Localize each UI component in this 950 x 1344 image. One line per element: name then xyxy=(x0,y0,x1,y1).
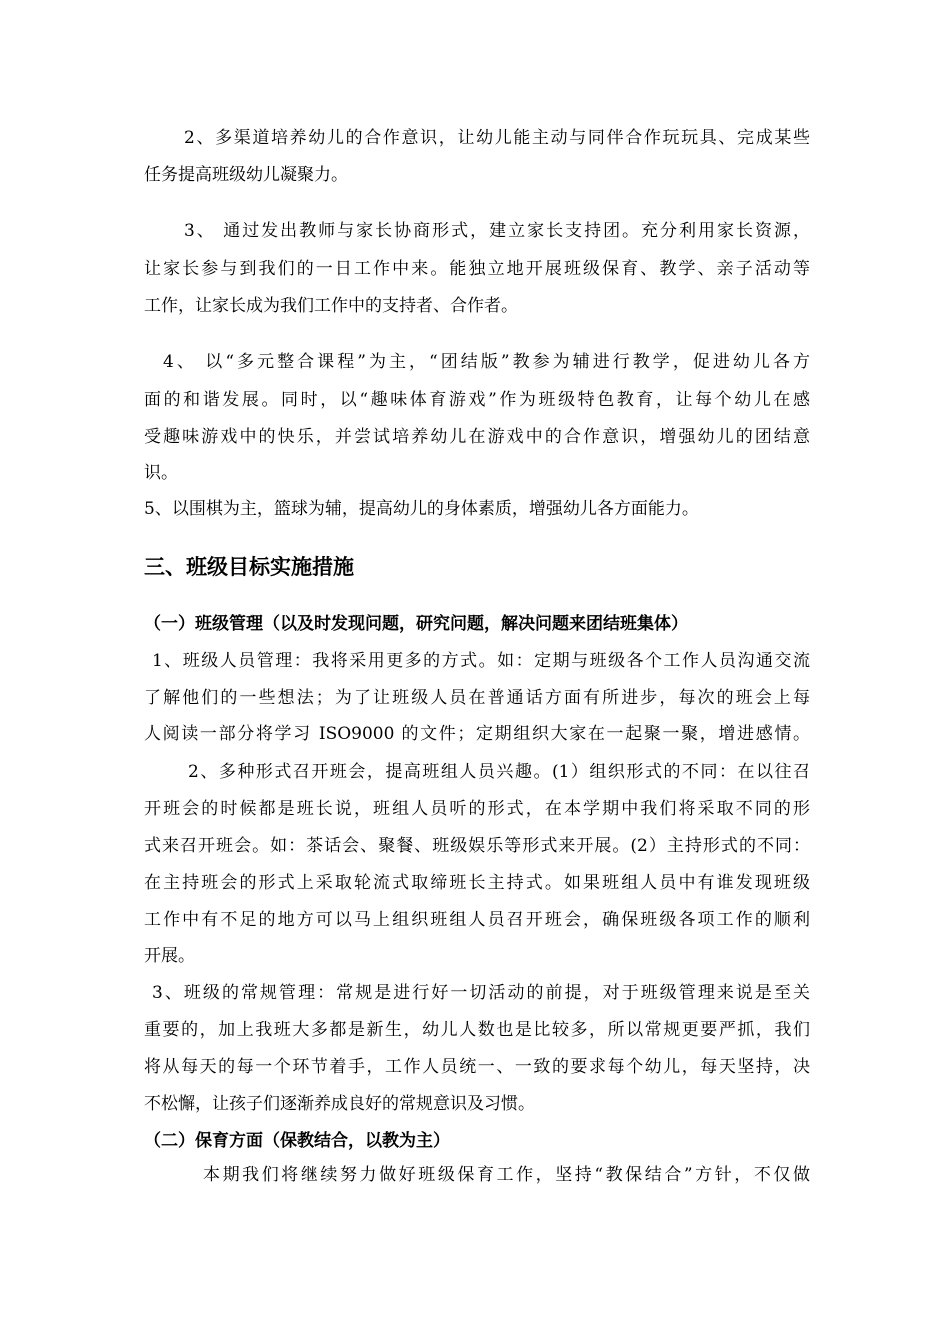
goal-item-2-line-1: 2、多渠道培养幼儿的合作意识，让幼儿能主动与同伴合作玩玩具、完成某些 xyxy=(184,128,810,148)
goal-item-3-line-1: 3、 通过发出教师与家长协商形式，建立家长支持团。充分利用家长资源， xyxy=(184,221,810,241)
subsection-2-heading: （二）保育方面（保教结合，以教为主） xyxy=(144,1131,450,1151)
management-p1-line-2: 了解他们的一些想法；为了让班级人员在普通话方面有所进步，每次的班会上每 xyxy=(144,688,810,708)
care-p1-line-1: 本期我们将继续努力做好班级保育工作，坚持“教保结合”方针，不仅做 xyxy=(203,1165,810,1185)
management-p2-line-1: 2、多种形式召开班会，提高班组人员兴趣。(1）组织形式的不同：在以往召 xyxy=(188,762,810,782)
management-p1-line-3: 人阅读一部分将学习 ISO9000 的文件；定期组织大家在一起聚一聚，增进感情。 xyxy=(144,724,810,744)
management-p3-line-1: 3、班级的常规管理：常规是进行好一切活动的前提，对于班级管理来说是至关 xyxy=(152,983,810,1003)
goal-item-4-line-3: 受趣味游戏中的快乐，并尝试培养幼儿在游戏中的合作意识，增强幼儿的团结意 xyxy=(144,427,810,447)
management-p2-line-6: 开展。 xyxy=(144,946,195,966)
subsection-1-heading: （一）班级管理（以及时发现问题，研究问题，解决问题来团结班集体） xyxy=(144,614,688,634)
management-p2-line-3: 式来召开班会。如：茶话会、聚餐、班级娱乐等形式来开展。(2）主持形式的不同： xyxy=(144,836,810,856)
management-p2-line-2: 开班会的时候都是班长说，班组人员听的形式，在本学期中我们将采取不同的形 xyxy=(144,799,810,819)
goal-item-3-line-2: 让家长参与到我们的一日工作中来。能独立地开展班级保育、教学、亲子活动等 xyxy=(144,259,810,279)
goal-item-2-line-2: 任务提高班级幼儿凝聚力。 xyxy=(144,165,348,185)
management-p2-line-5: 工作中有不足的地方可以马上组织班组人员召开班会，确保班级各项工作的顺利 xyxy=(144,910,810,930)
goal-item-4-line-2: 面的和谐发展。同时，以“趣味体育游戏”作为班级特色教育，让每个幼儿在感 xyxy=(144,390,810,410)
management-p2-line-4: 在主持班会的形式上采取轮流式取缔班长主持式。如果班组人员中有谁发现班级 xyxy=(144,873,810,893)
management-p3-line-3: 将从每天的每一个环节着手，工作人员统一、一致的要求每个幼儿，每天坚持，决 xyxy=(144,1057,810,1077)
goal-item-5: 5、以围棋为主，篮球为辅，提高幼儿的身体素质，增强幼儿各方面能力。 xyxy=(144,499,699,519)
goal-item-4-line-4: 识。 xyxy=(144,463,178,483)
management-p3-line-2: 重要的，加上我班大多都是新生，幼儿人数也是比较多，所以常规更要严抓，我们 xyxy=(144,1020,810,1040)
management-p1-line-1: 1、班级人员管理：我将采用更多的方式。如：定期与班级各个工作人员沟通交流 xyxy=(152,651,810,671)
management-p3-line-4: 不松懈，让孩子们逐渐养成良好的常规意识及习惯。 xyxy=(144,1094,535,1114)
goal-item-3-line-3: 工作，让家长成为我们工作中的支持者、合作者。 xyxy=(144,296,518,316)
goal-item-4-line-1: 4、 以“多元整合课程”为主，“团结版”教参为辅进行教学，促进幼儿各方 xyxy=(163,352,810,372)
section-3-heading: 三、班级目标实施措施 xyxy=(144,555,354,579)
